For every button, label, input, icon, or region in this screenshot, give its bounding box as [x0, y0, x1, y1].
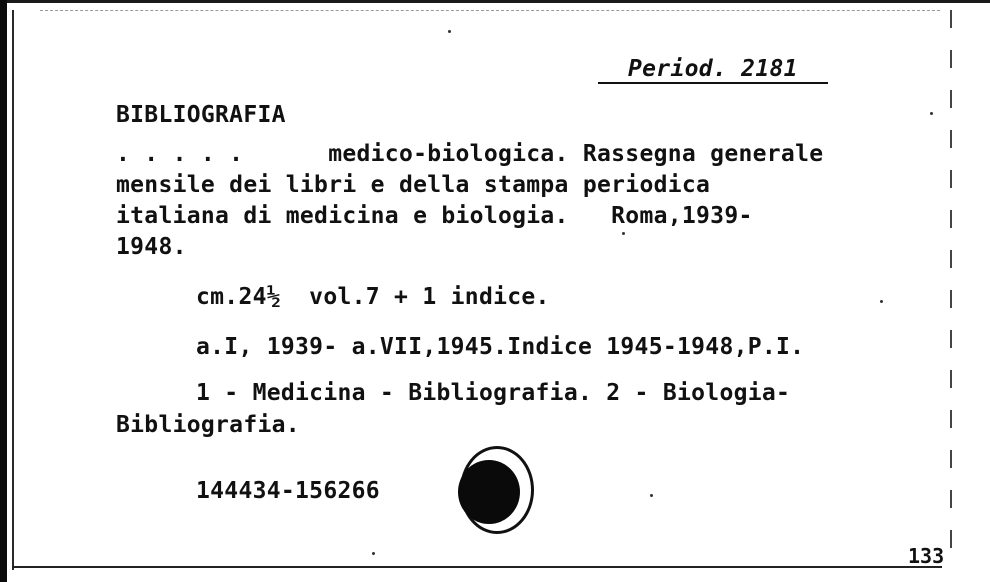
subjects-line-1: 1 - Medicina - Bibliografia. 2 - Biologia-	[196, 380, 791, 406]
shelfmark: Period. 2181	[598, 56, 828, 84]
card-left-rule	[12, 10, 14, 570]
scan-speck	[650, 494, 653, 497]
card-top-edge	[0, 0, 990, 3]
card-corner-number: 133	[908, 544, 945, 568]
scan-speck	[448, 30, 451, 33]
accession-numbers: 144434-156266	[196, 478, 380, 504]
title-line-4: 1948.	[116, 234, 187, 260]
card-heading: BIBLIOGRAFIA	[116, 102, 286, 128]
card-left-edge	[0, 0, 7, 582]
card-bottom-edge	[12, 566, 942, 568]
scan-speck	[622, 232, 625, 235]
title-line-2: mensile dei libri e della stampa periodica	[116, 172, 711, 198]
physical-description: cm.24½ vol.7 + 1 indice.	[196, 284, 550, 310]
card-top-dashed-edge	[40, 10, 940, 12]
holdings-note: a.I, 1939- a.VII,1945.Indice 1945-1948,P.I.	[196, 334, 805, 360]
title-line-1: . . . . . medico-biologica. Rassegna generale	[116, 141, 824, 167]
subjects-line-2: Bibliografia.	[116, 412, 300, 438]
scan-speck	[880, 300, 883, 303]
scan-speck	[372, 552, 375, 555]
scan-speck	[930, 112, 933, 115]
card-right-edge	[950, 10, 952, 570]
title-line-3: italiana di medicina e biologia. Roma,1939-	[116, 203, 753, 229]
punch-hole	[458, 460, 520, 524]
